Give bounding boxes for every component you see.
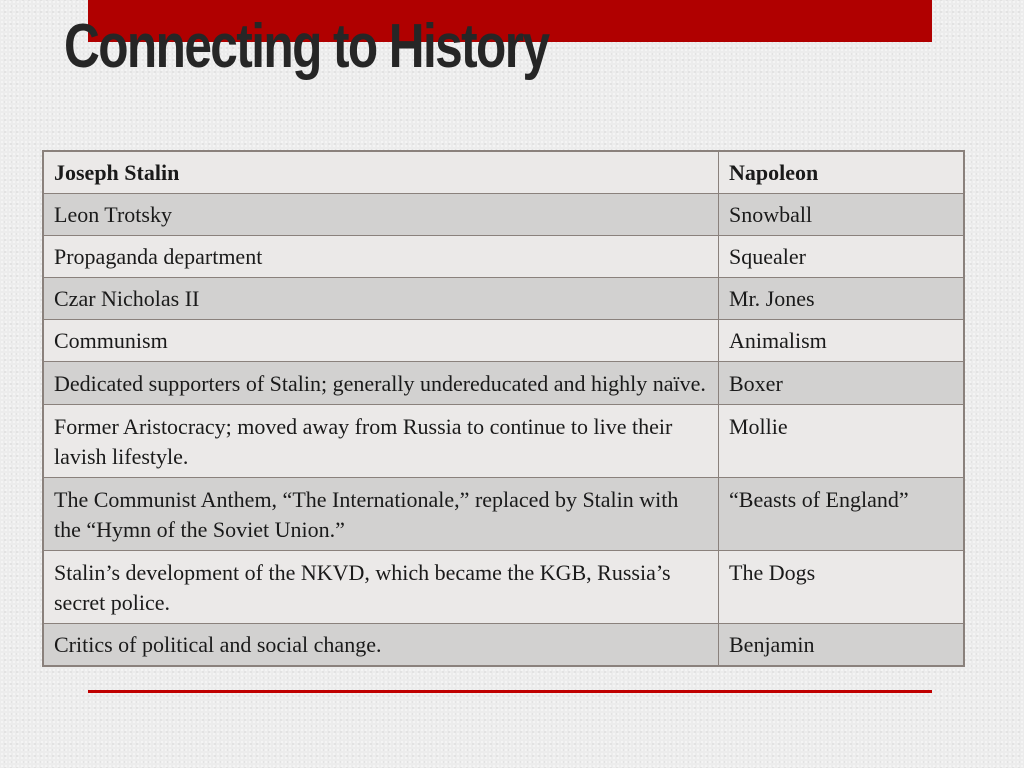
table-cell: Benjamin (719, 624, 965, 667)
table-row (43, 194, 964, 236)
table-cell: Critics of political and social change. (43, 624, 719, 667)
comparison-table (42, 150, 965, 667)
table-cell: The Dogs (719, 551, 965, 624)
table-row (43, 320, 964, 362)
table-cell: The Communist Anthem, “The Internationale,” replaced by Stalin with the “Hymn of the Soviet Union.” (43, 478, 719, 551)
table-row (43, 478, 964, 551)
table-cell: Animalism (719, 320, 965, 362)
table-cell: Boxer (719, 362, 965, 405)
table-row (43, 362, 964, 405)
table-cell: Stalin’s development of the NKVD, which became the KGB, Russia’s secret police. (43, 551, 719, 624)
table-row (43, 405, 964, 478)
table-cell: Squealer (719, 236, 965, 278)
table-cell: Mr. Jones (719, 278, 965, 320)
table-cell: Czar Nicholas II (43, 278, 719, 320)
table-cell: Propaganda department (43, 236, 719, 278)
table-cell: Dedicated supporters of Stalin; generally undereducated and highly naïve. (43, 362, 719, 405)
table-header-row (43, 151, 964, 194)
table-cell: Former Aristocracy; moved away from Russia to continue to live their lavish lifestyle. (43, 405, 719, 478)
slide-title: Connecting to History (64, 12, 549, 81)
table-cell: Mollie (719, 405, 965, 478)
table-cell: Communism (43, 320, 719, 362)
bottom-accent-line (88, 690, 932, 693)
table-row (43, 551, 964, 624)
table-row (43, 236, 964, 278)
table-cell: Snowball (719, 194, 965, 236)
table-cell: “Beasts of England” (719, 478, 965, 551)
table-header-cell: Napoleon (719, 151, 965, 194)
table-header-cell: Joseph Stalin (43, 151, 719, 194)
table-cell: Leon Trotsky (43, 194, 719, 236)
table-row (43, 278, 964, 320)
table-row (43, 624, 964, 667)
